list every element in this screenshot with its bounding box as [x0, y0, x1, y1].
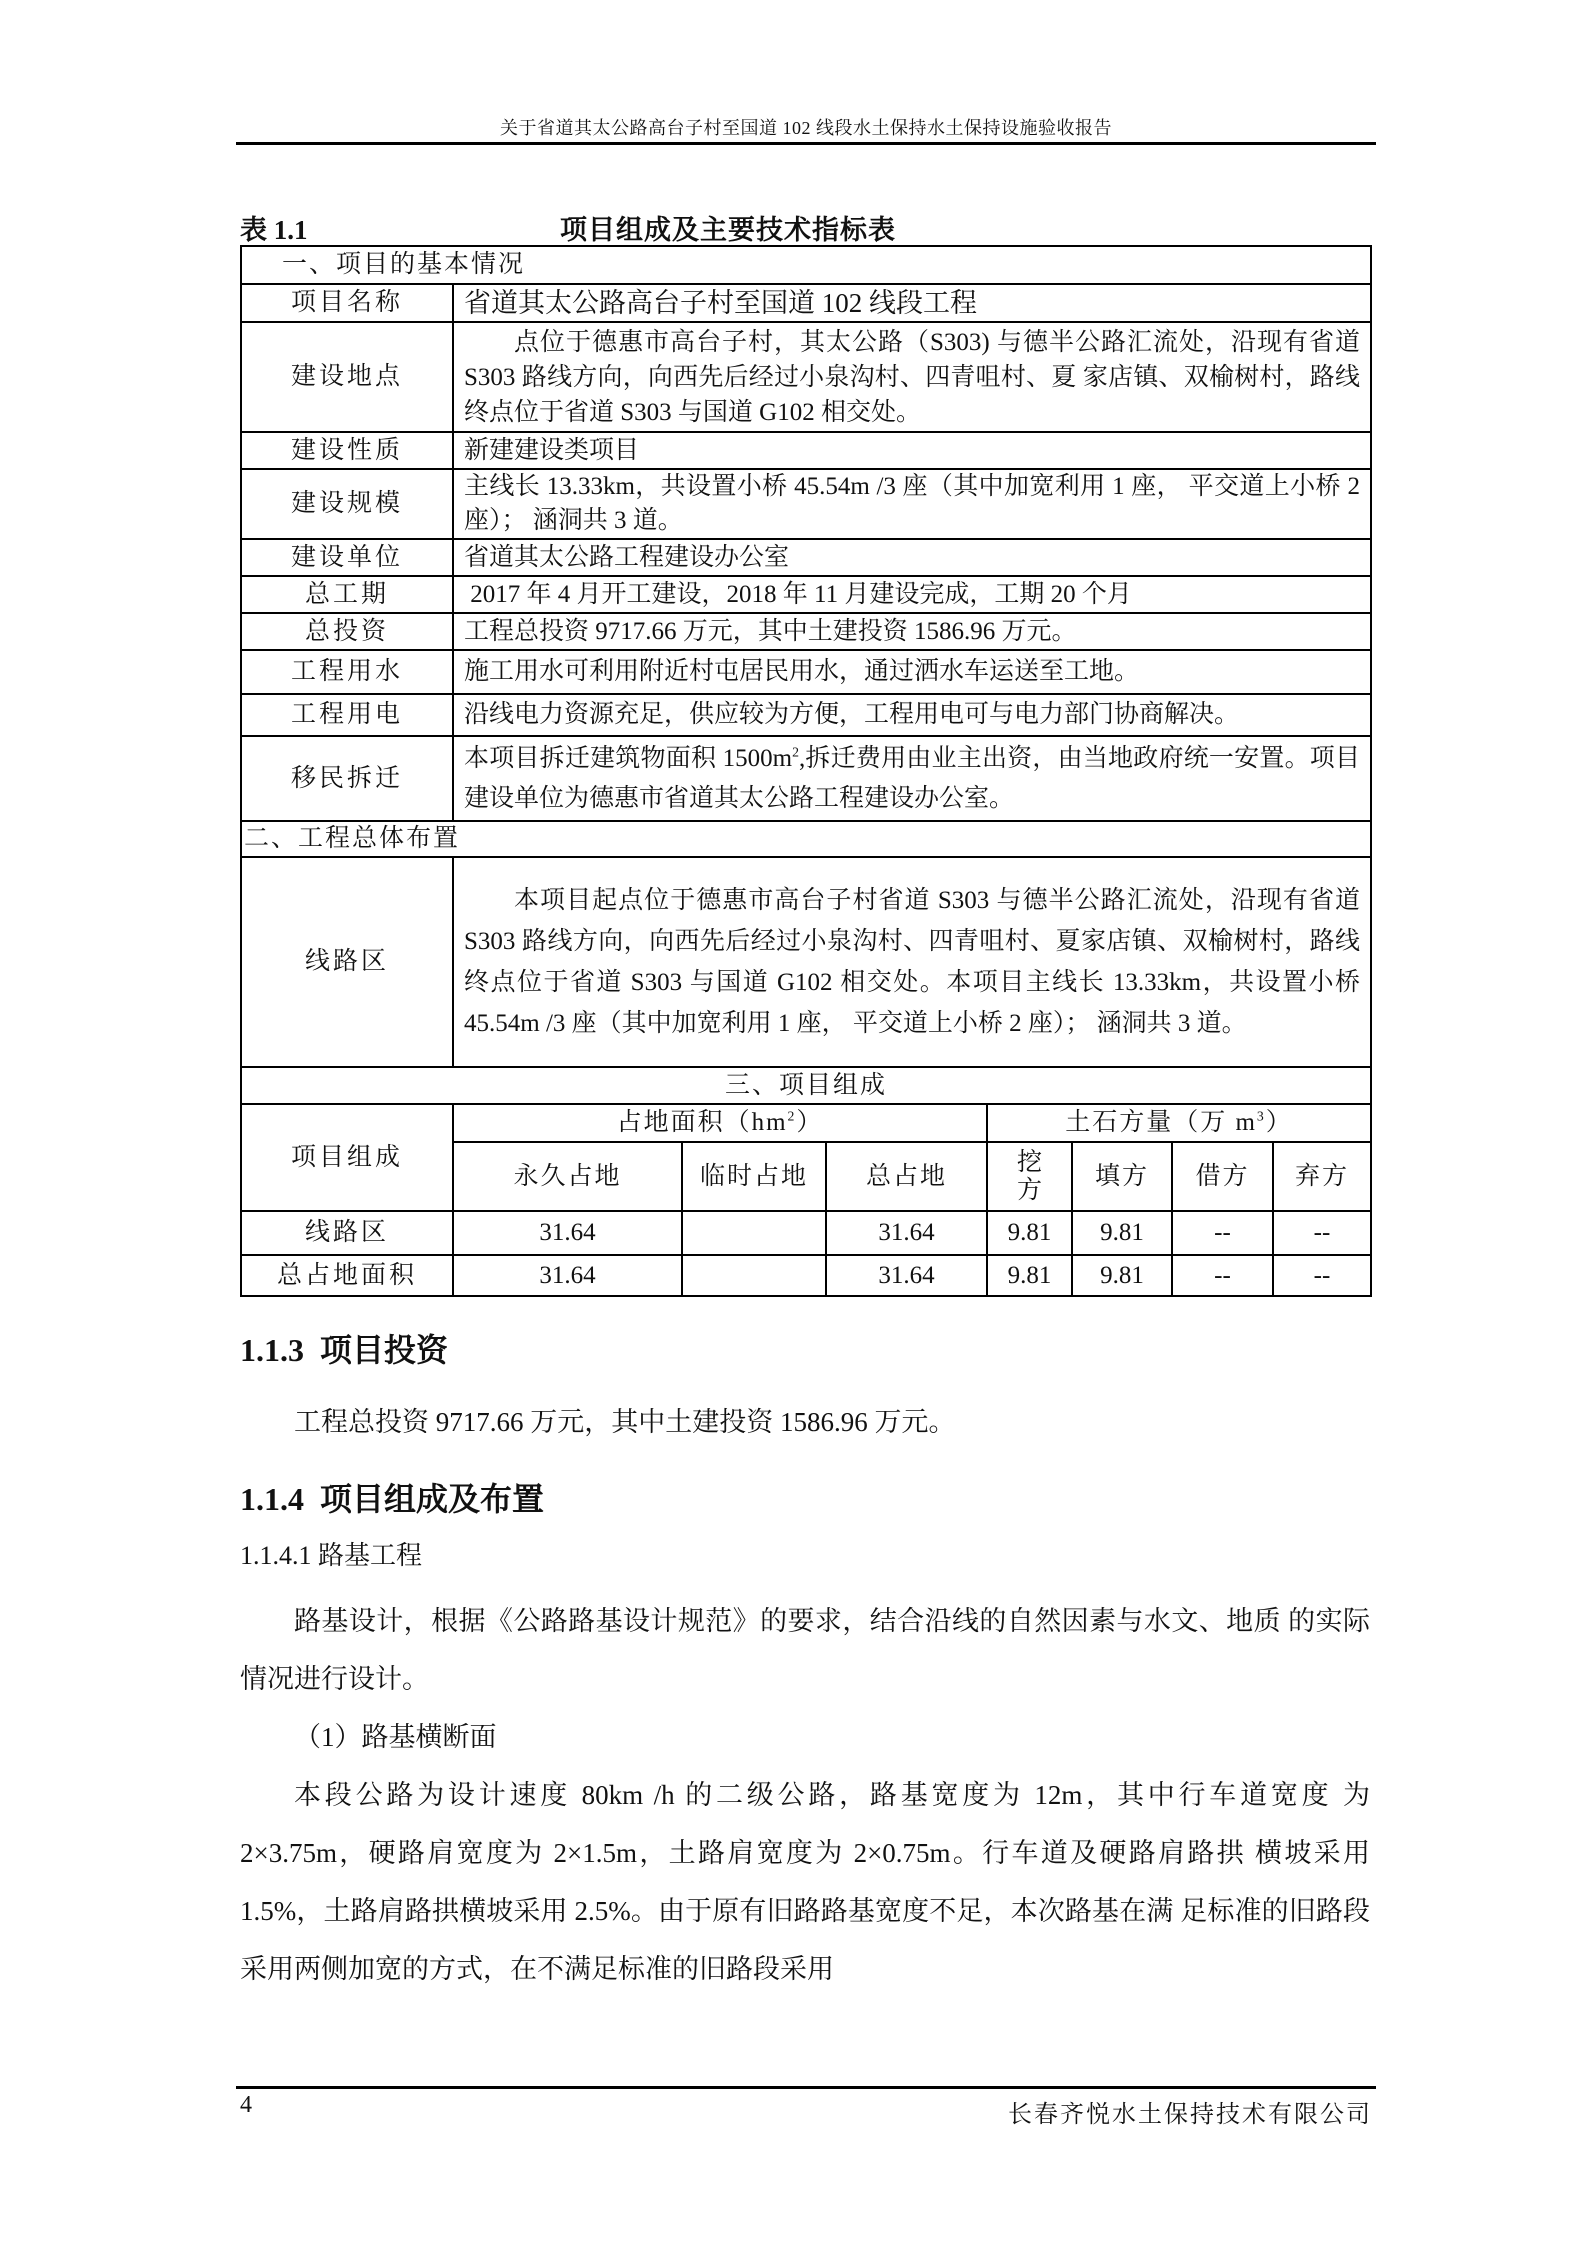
cell — [682, 1211, 826, 1255]
paragraph-cross-section: 本段公路为设计速度 80km /h 的二级公路，路基宽度为 12m，其中行车道宽度 为 2×3.75m，硬路肩宽度为 2×1.5m，土路肩宽度为 2×0.75m。行车道及硬路肩路拱 横坡采用 1.5%，土路肩路拱横坡采用 2.5%。由于原有旧路路基宽度不足，本次路基在满 足标准的旧路段采用两侧加宽的方式，在不满足标准的旧路段采用 — [240, 1780, 1370, 1984]
cell: -- — [1273, 1255, 1371, 1296]
table-title: 项目组成及主要技术指标表 — [560, 215, 896, 245]
row-label: 总投资 — [241, 613, 453, 650]
heading-1-1-4-1: 1.1.4.1 路基工程 — [240, 1541, 423, 1570]
cell: -- — [1172, 1211, 1273, 1255]
table-row — [241, 576, 1371, 613]
footer-company: 长春齐悦水土保持技术有限公司 — [1008, 2102, 1372, 2128]
cell: -- — [1172, 1255, 1273, 1296]
table-row — [241, 650, 1371, 694]
page-number: 4 — [240, 2092, 252, 2118]
row-label: 建设单位 — [241, 539, 453, 576]
row-label: 建设性质 — [241, 432, 453, 469]
section-composition: 三、项目组成 — [241, 1067, 1371, 1104]
indicator-table — [240, 245, 1372, 1297]
table-row — [241, 469, 1371, 539]
subheader: 永久占地 — [453, 1142, 682, 1211]
heading-1-1-3: 1.1.3 项目投资 — [240, 1332, 449, 1368]
table-row — [241, 432, 1371, 469]
table-row — [241, 322, 1371, 432]
row-label: 总工期 — [241, 576, 453, 613]
section-row — [241, 246, 1371, 284]
cell: 9.81 — [987, 1211, 1072, 1255]
row-label: 建设规模 — [241, 469, 453, 539]
row-value: 本项目拆迁建筑物面积 $1500m^2$,拆迁费用由业主出资，由当地政府统一安置。项目建设单位为德惠市省道其太公路工程建设办公室。 — [453, 736, 1371, 821]
subheader: 挖方 — [987, 1142, 1072, 1211]
row-value: 2017 年 4 月开工建设，2018 年 11 月建设完成，工期 20 个月 — [453, 576, 1371, 613]
table-row — [241, 284, 1371, 322]
table-row — [241, 539, 1371, 576]
cell: 9.81 — [1072, 1255, 1172, 1296]
row-value: 沿线电力资源充足，供应较为方便，工程用电可与电力部门协商解决。 — [453, 694, 1371, 736]
table-label: 表 1.1 — [240, 215, 308, 245]
table-row — [241, 613, 1371, 650]
cell: 9.81 — [1072, 1211, 1172, 1255]
composition-header-row — [241, 1104, 1371, 1142]
row-value: 施工用水可利用附近村屯居民用水，通过洒水车运送至工地。 — [453, 650, 1371, 694]
row-value: 主线长 13.33km，共设置小桥 45.54m /3 座（其中加宽利用 1 座， 平交道上小桥 2 座）； 涵洞共 3 道。 — [453, 469, 1371, 539]
cell: 31.64 — [826, 1211, 987, 1255]
table-row — [241, 1211, 1371, 1255]
row-value: 本项目起点位于德惠市高台子村省道 S303 与德半公路汇流处，沿现有省道 S303 路线方向，向西先后经过小泉沟村、四青咀村、夏家店镇、双榆树村，路线终点位于省道 S303 与国道 G102 相交处。本项目主线长 13.33km，共设置小桥 45.54m /3 座（其中加宽利用 1 座， 平交道上小桥 2 座）； 涵洞共 3 道。 — [453, 857, 1371, 1067]
table-row — [241, 694, 1371, 736]
row-value: 工程总投资 9717.66 万元，其中土建投资 1586.96 万元。 — [453, 613, 1371, 650]
paragraph-investment: 工程总投资 9717.66 万元，其中土建投资 1586.96 万元。 — [294, 1407, 956, 1437]
cell: 31.64 — [453, 1211, 682, 1255]
land-area-header: 占地面积$(hm^2)$ — [453, 1104, 987, 1142]
subheader: 借方 — [1172, 1142, 1273, 1211]
running-header: 关于省道其太公路高台子村至国道 102 线段水土保持水土保持设施验收报告 — [500, 118, 1112, 138]
subheader: 总占地 — [826, 1142, 987, 1211]
section-row — [241, 1067, 1371, 1104]
row-value: 省道其太公路工程建设办公室 — [453, 539, 1371, 576]
section-layout: 二、工程总体布置 — [241, 821, 1371, 857]
section-basic-info: 一、项目的基本情况 — [241, 246, 1371, 284]
row-value: 新建建设类项目 — [453, 432, 1371, 469]
cell: 31.64 — [826, 1255, 987, 1296]
row-name: 总占地面积 — [241, 1255, 453, 1296]
composition-row-header: 项目组成 — [241, 1104, 453, 1211]
row-label: 工程用电 — [241, 694, 453, 736]
row-label: 线路区 — [241, 857, 453, 1067]
row-name: 线路区 — [241, 1211, 453, 1255]
header-rule — [236, 142, 1376, 145]
cell: 31.64 — [453, 1255, 682, 1296]
footer-rule — [236, 2086, 1376, 2089]
row-value: 点位于德惠市高台子村，其太公路（S303) 与德半公路汇流处，沿现有省道 S303 路线方向，向西先后经过小泉沟村、四青咀村、夏 家店镇、双榆树村，路线终点位于省道 S303 与国道 G102 相交处。 — [453, 322, 1371, 432]
subheader: 临时占地 — [682, 1142, 826, 1211]
subheader: 填方 — [1072, 1142, 1172, 1211]
table-row — [241, 857, 1371, 1067]
cell: -- — [1273, 1211, 1371, 1255]
row-label: 建设地点 — [241, 322, 453, 432]
paragraph-roadbed-design: 路基设计，根据《公路路基设计规范》的要求，结合沿线的自然因素与水文、地质 的实际情况进行设计。 — [240, 1606, 1370, 1694]
row-label: 项目名称 — [241, 284, 453, 322]
cell: 9.81 — [987, 1255, 1072, 1296]
subheader: 弃方 — [1273, 1142, 1371, 1211]
cell — [682, 1255, 826, 1296]
subheading-cross-section: （1）路基横断面 — [294, 1722, 497, 1752]
row-label: 移民拆迁 — [241, 736, 453, 821]
row-value: 省道其太公路高台子村至国道 102 线段工程 — [453, 284, 1371, 322]
earthwork-header: 土石方量（万 $m^3$） — [987, 1104, 1371, 1142]
section-row — [241, 821, 1371, 857]
table-row — [241, 1255, 1371, 1296]
heading-1-1-4: 1.1.4 项目组成及布置 — [240, 1481, 545, 1517]
table-row — [241, 736, 1371, 821]
row-label: 工程用水 — [241, 650, 453, 694]
